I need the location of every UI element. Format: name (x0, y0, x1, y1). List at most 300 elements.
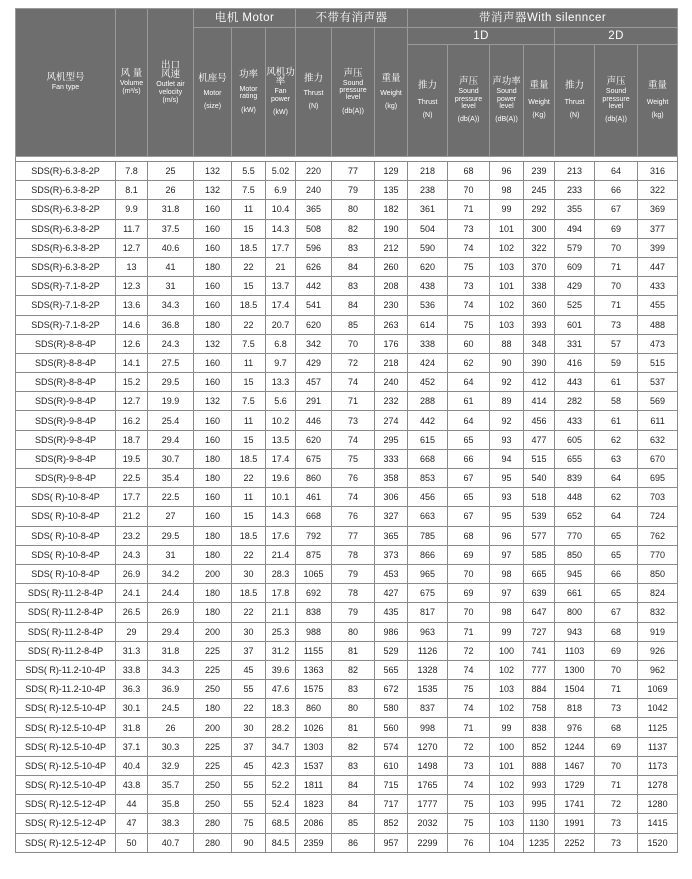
table-row (16, 469, 678, 488)
fan-type-cell: SDS(R)-8-8-4P (16, 334, 116, 353)
d2-weight-cell: 770 (638, 545, 678, 564)
d2-spl-header (595, 45, 638, 157)
volume-cell: 8.1 (116, 181, 148, 200)
d1-swl-zh: 声功率 (492, 76, 521, 88)
rating-cell: 30 (232, 622, 266, 641)
velocity-cell: 24.3 (148, 334, 194, 353)
d1-thrust-en: Thrust (417, 99, 438, 107)
weight-cell: 240 (375, 373, 408, 392)
d1-thrust-cell: 338 (408, 334, 448, 353)
fan-type-cell: SDS(R)-6.3-8-2P (16, 219, 116, 238)
fan-type-cell: SDS( R)-11.2-8-4P (16, 622, 116, 641)
fan-type-cell: SDS( R)-12.5-10-4P (16, 756, 116, 775)
volume-cell: 13.6 (116, 296, 148, 315)
motor-size-unit: (size) (203, 102, 222, 110)
d1-weight-en: Weight (528, 99, 550, 107)
d2-spl-cell: 69 (595, 737, 638, 756)
d2-weight-cell: 1415 (638, 814, 678, 833)
d2-spl-cell: 65 (595, 526, 638, 545)
weight-cell: 365 (375, 526, 408, 545)
d1-weight-cell: 884 (524, 680, 555, 699)
fan-type-cell: SDS(R)-9-8-4P (16, 449, 116, 468)
velocity-cell: 31.8 (148, 200, 194, 219)
d1-spl-cell: 74 (448, 238, 490, 257)
spl-cell: 75 (332, 449, 375, 468)
d1-swl-cell: 92 (490, 373, 524, 392)
velocity-cell: 24.5 (148, 699, 194, 718)
d1-swl-cell: 90 (490, 353, 524, 372)
d2-thrust-cell: 233 (555, 181, 595, 200)
d1-swl-cell: 98 (490, 564, 524, 583)
fan-power-header (266, 28, 296, 157)
velocity-cell: 29.5 (148, 373, 194, 392)
volume-cell: 31.3 (116, 641, 148, 660)
spl-cell: 78 (332, 584, 375, 603)
d1-swl-cell: 102 (490, 296, 524, 315)
fan-power-cell: 13.3 (266, 373, 296, 392)
table-row (16, 776, 678, 795)
d1-swl-cell: 92 (490, 411, 524, 430)
rating-zh: 功率 (238, 69, 258, 80)
d1-thrust-cell: 1328 (408, 660, 448, 679)
spl-cell: 78 (332, 545, 375, 564)
thrust-cell: 1823 (296, 795, 332, 814)
d1-spl-cell: 74 (448, 660, 490, 679)
spl-cell: 85 (332, 814, 375, 833)
rating-cell: 15 (232, 373, 266, 392)
volume-cell: 37.1 (116, 737, 148, 756)
rating-cell: 5.5 (232, 162, 266, 181)
fan-power-cell: 13.7 (266, 277, 296, 296)
table-row (16, 200, 678, 219)
table-row (16, 334, 678, 353)
weight-cell: 715 (375, 776, 408, 795)
velocity-zh2: 风速 (160, 69, 180, 81)
d2-weight-cell: 1173 (638, 756, 678, 775)
d1-swl-cell: 96 (490, 526, 524, 545)
d2-spl-cell: 67 (595, 603, 638, 622)
thrust-cell: 1811 (296, 776, 332, 795)
volume-cell: 12.3 (116, 277, 148, 296)
d2-thrust-cell: 1244 (555, 737, 595, 756)
d2-weight-header (638, 45, 678, 157)
d2-weight-cell: 926 (638, 641, 678, 660)
table-row (16, 526, 678, 545)
velocity-cell: 29.4 (148, 622, 194, 641)
velocity-cell: 29.4 (148, 430, 194, 449)
d1-spl-cell: 74 (448, 699, 490, 718)
weight-unit: (kg) (385, 102, 398, 110)
spl-cell: 84 (332, 795, 375, 814)
rating-cell: 15 (232, 219, 266, 238)
rating-cell: 22 (232, 469, 266, 488)
rating-cell: 11 (232, 200, 266, 219)
motor-size-cell: 180 (194, 449, 232, 468)
d2-spl-cell: 71 (595, 680, 638, 699)
thrust-cell: 792 (296, 526, 332, 545)
d1-thrust-cell: 1765 (408, 776, 448, 795)
d1-thrust-cell: 238 (408, 181, 448, 200)
d1-swl-header (490, 45, 524, 157)
d1-swl-cell: 101 (490, 277, 524, 296)
volume-cell: 22.5 (116, 469, 148, 488)
d2-thrust-cell: 652 (555, 507, 595, 526)
volume-cell: 15.2 (116, 373, 148, 392)
fan-type-cell: SDS(R)-6.3-8-2P (16, 162, 116, 181)
d1-thrust-cell: 1270 (408, 737, 448, 756)
rating-cell: 7.5 (232, 334, 266, 353)
d2-weight-cell: 473 (638, 334, 678, 353)
table-row (16, 564, 678, 583)
rating-cell: 55 (232, 795, 266, 814)
d2-thrust-cell: 1729 (555, 776, 595, 795)
spl-cell: 83 (332, 756, 375, 775)
table-row (16, 315, 678, 334)
fan-type-cell: SDS( R)-11.2-10-4P (16, 680, 116, 699)
d2-spl-cell: 62 (595, 488, 638, 507)
d2-thrust-cell: 818 (555, 699, 595, 718)
d2-spl-cell: 71 (595, 296, 638, 315)
spl-cell: 77 (332, 162, 375, 181)
fan-type-en: Fan type (51, 84, 80, 92)
d2-spl-cell: 72 (595, 795, 638, 814)
d1-spl-cell: 68 (448, 162, 490, 181)
d2-thrust-cell: 448 (555, 488, 595, 507)
volume-cell: 24.1 (116, 584, 148, 603)
thrust-cell: 461 (296, 488, 332, 507)
d2-thrust-cell: 1103 (555, 641, 595, 660)
fan-type-cell: SDS(R)-9-8-4P (16, 469, 116, 488)
volume-cell: 50 (116, 833, 148, 852)
motor-size-cell: 180 (194, 315, 232, 334)
table-row (16, 507, 678, 526)
d1-spl-cell: 74 (448, 296, 490, 315)
d2-thrust-cell: 282 (555, 392, 595, 411)
d1-thrust-cell: 866 (408, 545, 448, 564)
volume-cell: 47 (116, 814, 148, 833)
d2-thrust-cell: 2252 (555, 833, 595, 852)
thrust-en: Thrust (303, 89, 324, 97)
d2-weight-unit: (kg) (651, 112, 664, 120)
fan-power-cell: 10.4 (266, 200, 296, 219)
thrust-zh: 推力 (304, 72, 324, 84)
d2-thrust-cell: 661 (555, 584, 595, 603)
d1-thrust-cell: 536 (408, 296, 448, 315)
fan-power-cell: 5.02 (266, 162, 296, 181)
d1-weight-cell: 888 (524, 756, 555, 775)
volume-en: Volume (119, 80, 144, 88)
d2-weight-cell: 824 (638, 584, 678, 603)
velocity-cell: 19.9 (148, 392, 194, 411)
table-row (16, 181, 678, 200)
spl-cell: 74 (332, 430, 375, 449)
volume-cell: 19.5 (116, 449, 148, 468)
volume-cell: 26.9 (116, 564, 148, 583)
spl-cell: 82 (332, 660, 375, 679)
table-row (16, 737, 678, 756)
volume-cell: 21.2 (116, 507, 148, 526)
d2-weight-cell: 632 (638, 430, 678, 449)
d2-weight-cell: 670 (638, 449, 678, 468)
d1-spl-cell: 72 (448, 737, 490, 756)
fan-type-cell: SDS(R)-8-8-4P (16, 353, 116, 372)
d2-weight-cell: 1042 (638, 699, 678, 718)
d1-thrust-cell: 590 (408, 238, 448, 257)
table-body (16, 157, 678, 853)
d1-thrust-cell: 218 (408, 162, 448, 181)
table-row (16, 833, 678, 852)
rating-cell: 37 (232, 641, 266, 660)
table-row (16, 584, 678, 603)
d2-thrust-cell: 945 (555, 564, 595, 583)
d1-weight-cell: 1130 (524, 814, 555, 833)
fan-spec-table (15, 8, 678, 853)
d2-weight-zh: 重量 (648, 80, 668, 92)
d1-thrust-cell: 668 (408, 449, 448, 468)
weight-cell: 986 (375, 622, 408, 641)
spl-cell: 81 (332, 641, 375, 660)
velocity-cell: 31.8 (148, 641, 194, 660)
volume-cell: 36.3 (116, 680, 148, 699)
spl-cell: 82 (332, 737, 375, 756)
fan-power-cell: 17.6 (266, 526, 296, 545)
d2-thrust-cell: 1991 (555, 814, 595, 833)
d1-swl-cell: 101 (490, 219, 524, 238)
velocity-cell: 27.5 (148, 353, 194, 372)
volume-cell: 24.3 (116, 545, 148, 564)
spl-en: Sound pressure level (339, 79, 367, 102)
d1-spl-cell: 69 (448, 584, 490, 603)
velocity-cell: 34.2 (148, 564, 194, 583)
d1-weight-unit: (Kg) (532, 112, 546, 120)
d2-weight-cell: 377 (638, 219, 678, 238)
table-row (16, 660, 678, 679)
thrust-cell: 2086 (296, 814, 332, 833)
d1-spl-cell: 70 (448, 603, 490, 622)
d2-weight-cell: 316 (638, 162, 678, 181)
fan-type-cell: SDS( R)-10-8-4P (16, 564, 116, 583)
d2-weight-cell: 1125 (638, 718, 678, 737)
fan-power-cell: 25.3 (266, 622, 296, 641)
d2-spl-cell: 63 (595, 449, 638, 468)
no-silencer-group-header: 不带有消声器 (296, 9, 408, 28)
d1-swl-cell: 95 (490, 507, 524, 526)
spl-zh: 声压 (343, 67, 363, 79)
fan-type-cell: SDS( R)-10-8-4P (16, 507, 116, 526)
d2-thrust-cell: 1741 (555, 795, 595, 814)
d2-thrust-cell: 605 (555, 430, 595, 449)
volume-cell: 30.1 (116, 699, 148, 718)
d1-weight-cell: 995 (524, 795, 555, 814)
rating-cell: 7.5 (232, 181, 266, 200)
d1-weight-cell: 1235 (524, 833, 555, 852)
spl-cell: 80 (332, 622, 375, 641)
thrust-cell: 1575 (296, 680, 332, 699)
fan-type-cell: SDS( R)-12.5-10-4P (16, 737, 116, 756)
fan-power-en: Fan power (270, 88, 291, 103)
motor-size-cell: 200 (194, 718, 232, 737)
motor-size-cell: 132 (194, 334, 232, 353)
weight-cell: 232 (375, 392, 408, 411)
d2-spl-cell: 58 (595, 392, 638, 411)
d2-weight-cell: 919 (638, 622, 678, 641)
weight-cell: 230 (375, 296, 408, 315)
fan-power-cell: 28.2 (266, 718, 296, 737)
rating-cell: 18.5 (232, 449, 266, 468)
spl-cell: 83 (332, 277, 375, 296)
velocity-cell: 27 (148, 507, 194, 526)
velocity-cell: 32.9 (148, 756, 194, 775)
d1-spl-cell: 71 (448, 622, 490, 641)
fan-type-cell: SDS(R)-6.3-8-2P (16, 200, 116, 219)
d1-spl-cell: 67 (448, 469, 490, 488)
d1-spl-cell: 70 (448, 564, 490, 583)
velocity-cell: 35.8 (148, 795, 194, 814)
d2-spl-cell: 71 (595, 257, 638, 276)
velocity-cell: 35.7 (148, 776, 194, 795)
weight-cell: 129 (375, 162, 408, 181)
fan-power-cell: 31.2 (266, 641, 296, 660)
d1-swl-cell: 99 (490, 718, 524, 737)
thrust-cell: 1155 (296, 641, 332, 660)
d1-weight-cell: 412 (524, 373, 555, 392)
d2-spl-cell: 65 (595, 545, 638, 564)
d1-thrust-cell: 663 (408, 507, 448, 526)
weight-cell: 190 (375, 219, 408, 238)
fan-power-cell: 34.7 (266, 737, 296, 756)
d2-spl-cell: 67 (595, 200, 638, 219)
d2-spl-cell: 61 (595, 373, 638, 392)
spl-header (332, 28, 375, 157)
table-row (16, 219, 678, 238)
thrust-cell: 220 (296, 162, 332, 181)
d2-thrust-cell: 525 (555, 296, 595, 315)
fan-type-cell: SDS( R)-12.5-10-4P (16, 699, 116, 718)
d1-spl-cell: 61 (448, 392, 490, 411)
thrust-cell: 2359 (296, 833, 332, 852)
fan-power-cell: 21.4 (266, 545, 296, 564)
d2-thrust-zh: 推力 (565, 80, 585, 92)
d1-swl-cell: 89 (490, 392, 524, 411)
rating-cell: 15 (232, 430, 266, 449)
fan-power-cell: 9.7 (266, 353, 296, 372)
d1-thrust-cell: 615 (408, 430, 448, 449)
d1-weight-cell: 393 (524, 315, 555, 334)
table-row (16, 296, 678, 315)
spl-cell: 81 (332, 718, 375, 737)
d1-thrust-cell: 963 (408, 622, 448, 641)
d1-thrust-zh: 推力 (418, 80, 438, 92)
d1-thrust-cell: 675 (408, 584, 448, 603)
d1-thrust-cell: 1777 (408, 795, 448, 814)
thrust-cell: 1065 (296, 564, 332, 583)
thrust-cell: 442 (296, 277, 332, 296)
spl-cell: 84 (332, 776, 375, 795)
d2-spl-cell: 69 (595, 641, 638, 660)
d1-weight-cell: 758 (524, 699, 555, 718)
d1-thrust-cell: 2032 (408, 814, 448, 833)
fan-power-cell: 68.5 (266, 814, 296, 833)
d1-thrust-cell: 288 (408, 392, 448, 411)
group-2d-header: 2D (555, 28, 678, 45)
weight-cell: 852 (375, 814, 408, 833)
rating-cell: 15 (232, 507, 266, 526)
d1-swl-cell: 99 (490, 200, 524, 219)
d1-spl-cell: 71 (448, 718, 490, 737)
d1-thrust-cell: 456 (408, 488, 448, 507)
d1-spl-cell: 73 (448, 219, 490, 238)
d2-thrust-cell: 1300 (555, 660, 595, 679)
table-row (16, 373, 678, 392)
motor-size-cell: 250 (194, 680, 232, 699)
table-row (16, 680, 678, 699)
fan-type-cell: SDS( R)-11.2-8-4P (16, 603, 116, 622)
motor-size-header (194, 28, 232, 157)
thrust-cell: 1537 (296, 756, 332, 775)
rating-cell: 18.5 (232, 584, 266, 603)
volume-cell: 14.1 (116, 353, 148, 372)
d1-swl-cell: 97 (490, 545, 524, 564)
volume-cell: 7.8 (116, 162, 148, 181)
velocity-cell: 31 (148, 545, 194, 564)
fan-type-cell: SDS(R)-8-8-4P (16, 373, 116, 392)
d2-spl-cell: 66 (595, 564, 638, 583)
fan-type-header (16, 9, 116, 157)
d1-thrust-cell: 361 (408, 200, 448, 219)
velocity-cell: 37.5 (148, 219, 194, 238)
d1-weight-cell: 540 (524, 469, 555, 488)
d2-spl-cell: 70 (595, 277, 638, 296)
d1-weight-cell: 390 (524, 353, 555, 372)
d1-thrust-cell: 837 (408, 699, 448, 718)
d1-thrust-cell: 998 (408, 718, 448, 737)
rating-cell: 37 (232, 737, 266, 756)
weight-cell: 135 (375, 181, 408, 200)
d2-weight-cell: 537 (638, 373, 678, 392)
motor-size-cell: 160 (194, 411, 232, 430)
motor-size-cell: 200 (194, 622, 232, 641)
weight-cell: 274 (375, 411, 408, 430)
d1-swl-cell: 88 (490, 334, 524, 353)
weight-cell: 263 (375, 315, 408, 334)
d2-spl-cell: 64 (595, 162, 638, 181)
table-row (16, 392, 678, 411)
rating-cell: 45 (232, 756, 266, 775)
d2-weight-cell: 488 (638, 315, 678, 334)
volume-cell: 12.7 (116, 392, 148, 411)
fan-type-cell: SDS( R)-11.2-10-4P (16, 660, 116, 679)
d2-spl-cell: 62 (595, 430, 638, 449)
d1-weight-cell: 727 (524, 622, 555, 641)
d1-weight-cell: 245 (524, 181, 555, 200)
table-row (16, 257, 678, 276)
thrust-cell: 620 (296, 430, 332, 449)
weight-cell: 560 (375, 718, 408, 737)
spl-cell: 84 (332, 257, 375, 276)
weight-cell: 610 (375, 756, 408, 775)
d1-weight-cell: 741 (524, 641, 555, 660)
volume-cell: 12.6 (116, 334, 148, 353)
d2-weight-cell: 611 (638, 411, 678, 430)
d2-thrust-cell: 976 (555, 718, 595, 737)
d1-weight-cell: 292 (524, 200, 555, 219)
d1-weight-header (524, 45, 555, 157)
motor-size-cell: 160 (194, 277, 232, 296)
rating-unit: (kW) (241, 106, 256, 114)
table-row (16, 353, 678, 372)
d2-spl-cell: 66 (595, 181, 638, 200)
motor-size-cell: 250 (194, 795, 232, 814)
